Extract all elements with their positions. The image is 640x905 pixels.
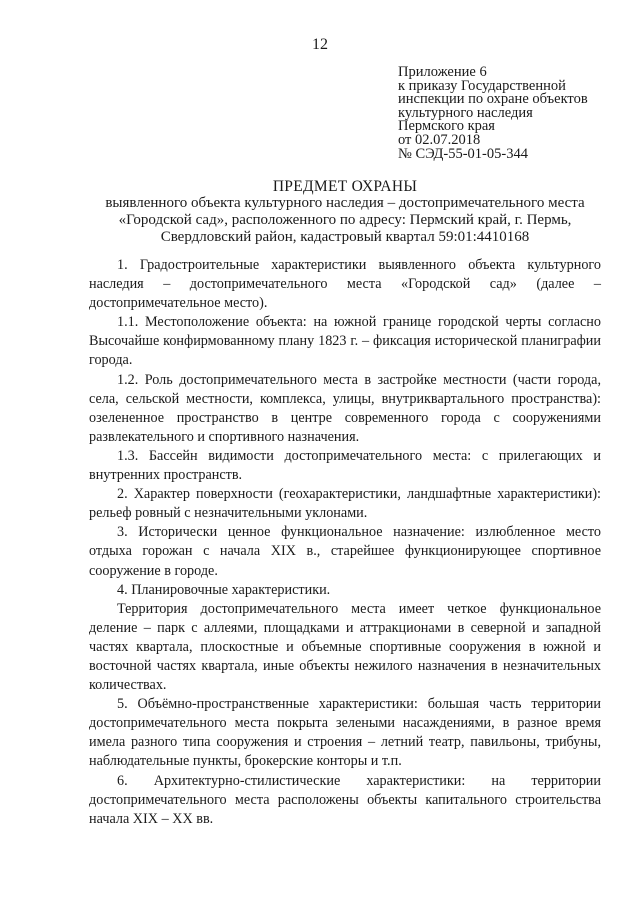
page-number: 12 [312, 36, 328, 53]
paragraph: 4. Планировочные характеристики. [117, 581, 331, 598]
appendix-line: от 02.07.2018 [398, 131, 481, 148]
heading-line: выявленного объекта культурного наследия – достопримечательного места [105, 195, 585, 211]
appendix-line: культурного наследия [398, 104, 533, 121]
paragraph: 1.3. Бассейн видимости достопримечательного места: с прилегающих и внутренних пространств. [89, 447, 601, 484]
heading-line: «Городской сад», расположенного по адресу: Пермский край, г. Пермь, [118, 212, 572, 228]
paragraph: 5. Объёмно-пространственные характеристики: большая часть территории достопримечательного места покрыта зелеными насаждениями, в разное время имела разного типа сооружения и строения – летний театр, павильоны, трибуны, наблюдательные пункты, брокерские конторы и т.п. [89, 696, 601, 770]
paragraph: 2. Характер поверхности (геохарактеристики, ландшафтные характеристики): рельеф ровный с незначительными уклонами. [89, 486, 601, 522]
heading-line: Свердловский район, кадастровый квартал 59:01:4410168 [160, 229, 530, 245]
appendix-line: к приказу Государственной [398, 77, 566, 94]
paragraph: 1. Градостроительные характеристики выявленного объекта культурного наследия – достопримечательного места «Городской сад» (далее – достопримечательное место). [89, 257, 601, 312]
paragraph: Территория достопримечательного места имеет четкое функциональное деление – парк с аллеями, площадками и аттракционами в северной и западной частях квартала, плоскостные и объемные спортивные сооружения в южной и восточной частях квартала, иные объекты нежилого назначения в незначительных количествах. [89, 600, 601, 694]
appendix-line: № СЭД-55-01-05-344 [398, 145, 528, 162]
paragraph: 1.2. Роль достопримечательного места в застройке местности (части города, села, сельской местности, комплекса, улицы, внутриквартального пространства): озелененное пространство в центре современного города с сооружениями развлекательного и спортивного назначения. [89, 371, 601, 445]
paragraph: 3. Исторически ценное функциональное назначение: излюбленное место отдыха горожан с начала XIX в., старейшее функционирующее спортивное сооружение в городе. [89, 524, 601, 579]
appendix-line: инспекции по охране объектов [398, 91, 588, 108]
document-title: ПРЕДМЕТ ОХРАНЫ [272, 178, 418, 195]
document-body [89, 256, 601, 829]
document-heading [80, 178, 610, 246]
appendix-note [398, 66, 618, 161]
paragraph: 1.1. Местоположение объекта: на южной границе городской черты согласно Высочайше конфирмованному плану 1823 г. – фиксация исторической планиграфии города. [89, 314, 601, 369]
paragraph: 6. Архитектурно-стилистические характеристики: на территории достопримечательного места расположены объекты капитального строительства начала XIX – XX вв. [89, 772, 601, 827]
appendix-line: Пермского края [398, 118, 495, 135]
appendix-line: Приложение 6 [398, 64, 487, 80]
